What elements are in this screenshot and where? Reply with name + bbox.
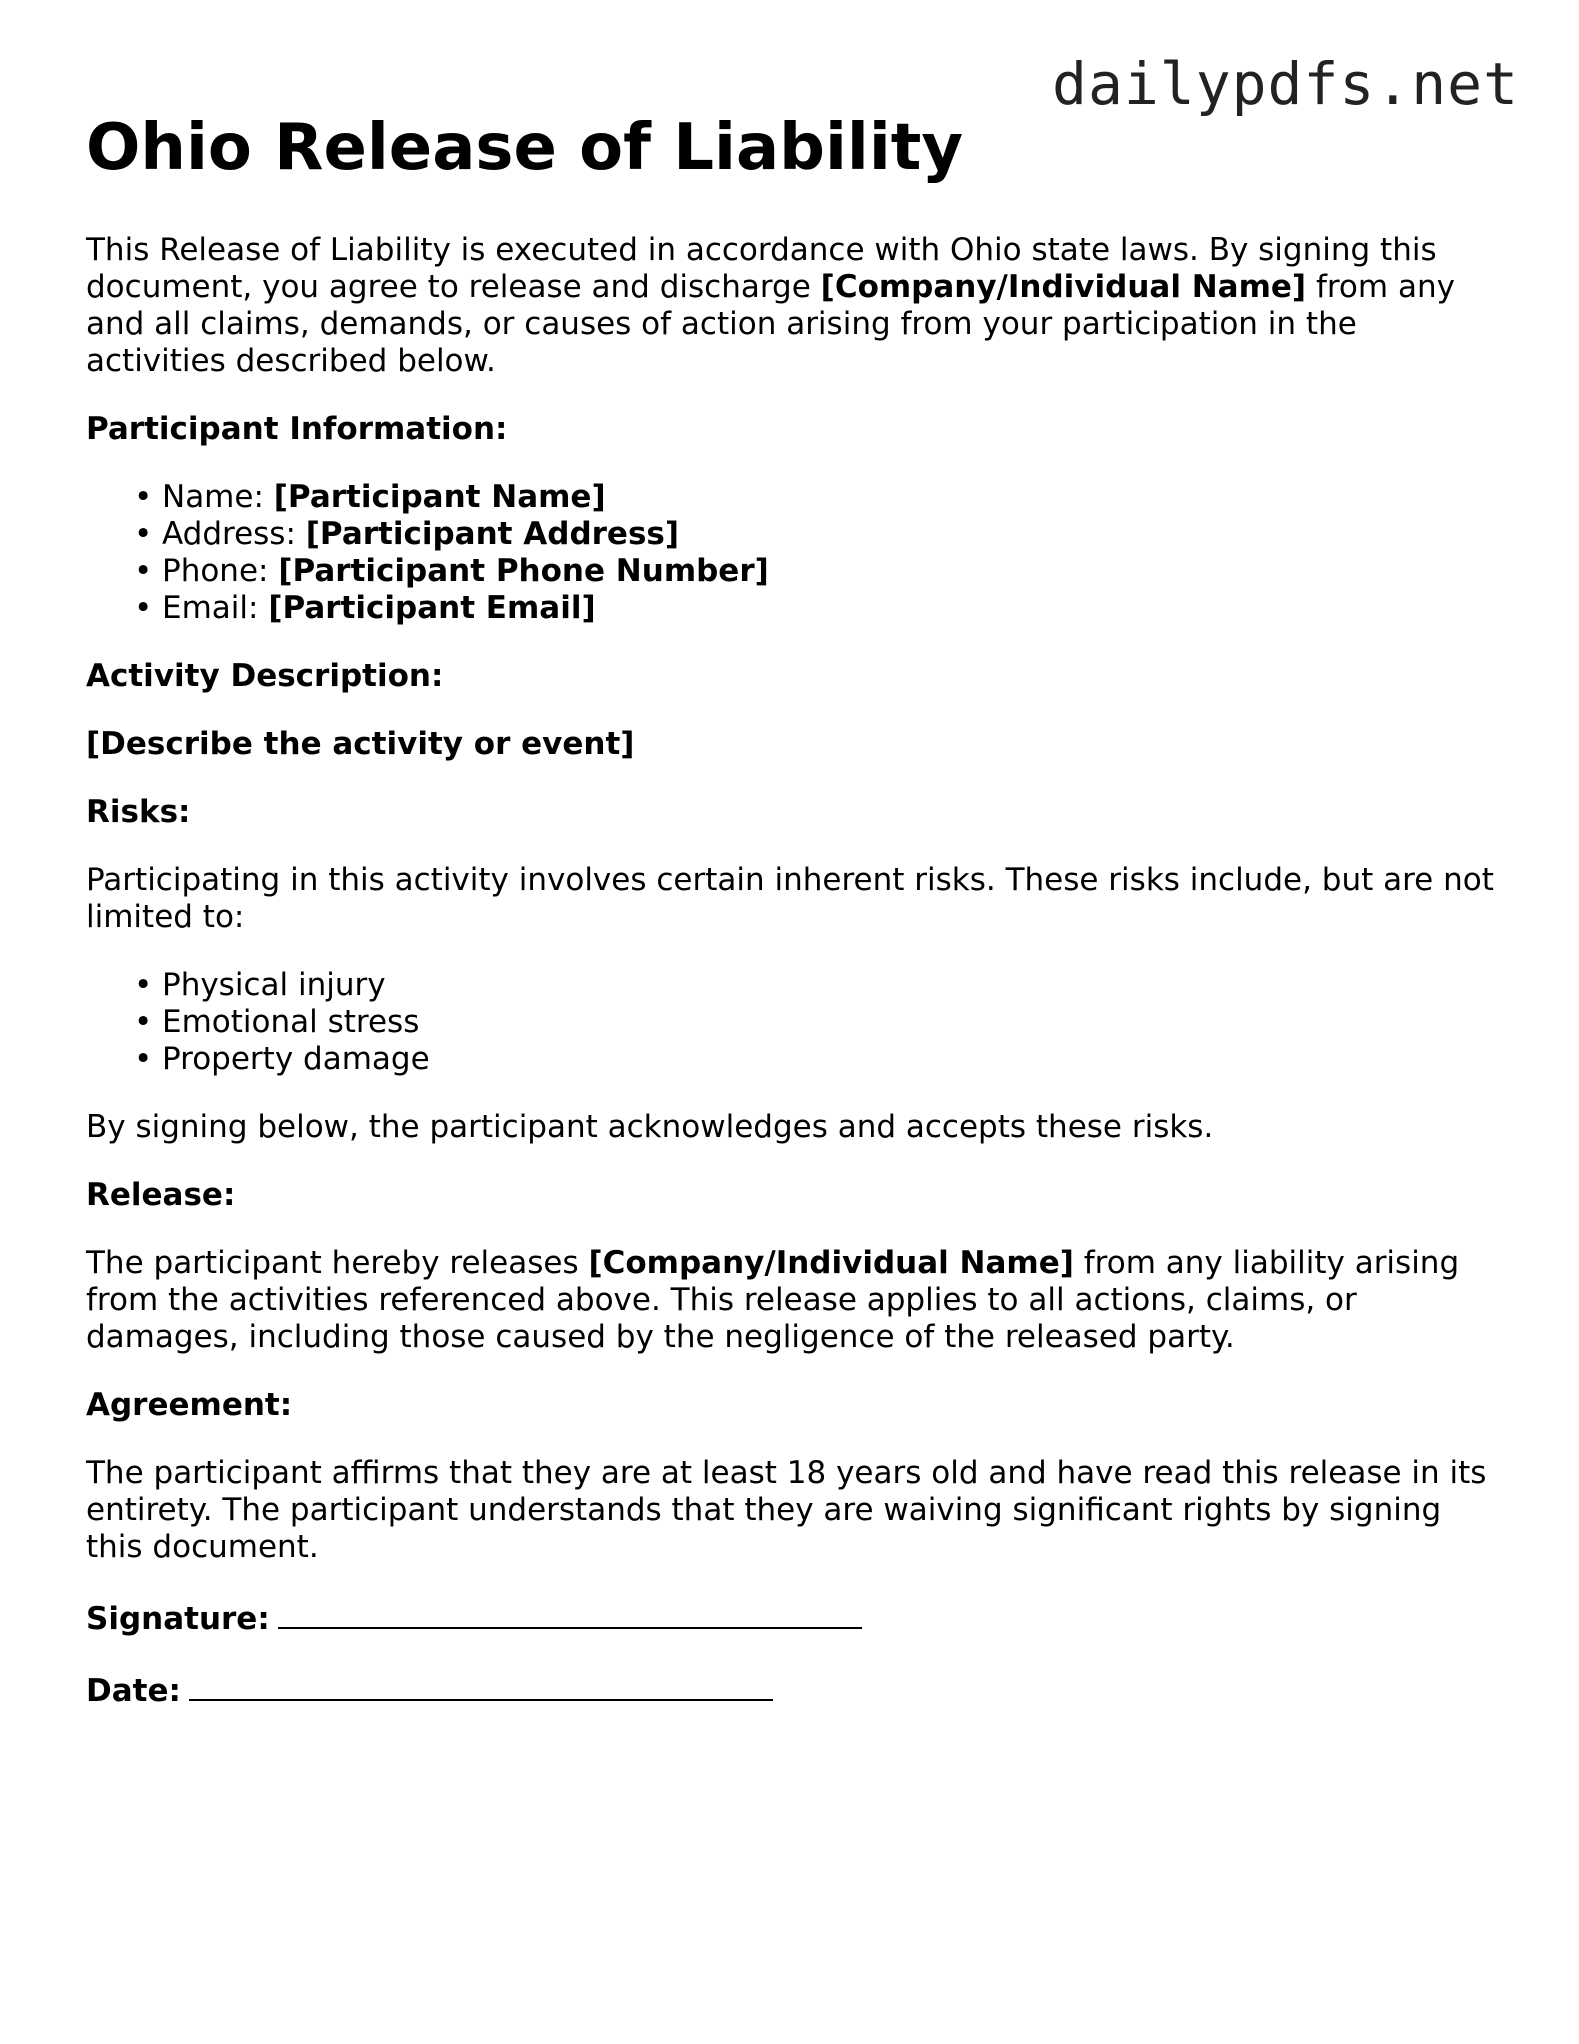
risks-list [86,967,1506,1078]
risks-heading: Risks: [86,794,191,830]
release-text-2: from any liability arising from the activities referenced above. This release applies to all actions, claims, or damages, including those caused by the negligence of the released party. [86,1245,1460,1355]
risk-item [134,1004,1506,1041]
bullet: • [134,479,153,515]
release-paragraph [86,1245,1506,1356]
risks-acknowledgement: By signing below, the participant acknowledges and accepts these risks. [86,1109,1214,1145]
intro-text-2: from any and all claims, demands, or causes of action arising from your participation in the activities described below. [86,269,1455,379]
participant-list [86,479,1506,627]
agreement-heading: Agreement: [86,1387,293,1423]
intro-paragraph [86,232,1506,380]
participant-name-item [134,479,1506,516]
participant-email-value: [Participant Email] [268,590,596,626]
watermark: dailypdfs.net [1052,50,1519,118]
risks-intro: Participating in this activity involves certain inherent risks. These risks include, but are not limited to: [86,862,1494,935]
date-row [86,1669,1506,1710]
risk-item [134,1041,1506,1078]
participant-phone-label: Phone: [162,553,279,589]
participant-name-label: Name: [162,479,274,515]
release-text-1: The participant hereby releases [86,1245,589,1281]
signature-line[interactable] [278,1597,862,1629]
participant-phone-value: [Participant Phone Number] [278,553,769,589]
bullet: • [134,1004,153,1040]
participant-email-item [134,590,1506,627]
date-line[interactable] [189,1669,773,1701]
participant-name-value: [Participant Name] [273,479,606,515]
release-heading: Release: [86,1177,236,1213]
date-label: Date: [86,1673,181,1709]
participant-heading: Participant Information: [86,411,508,447]
participant-phone-item [134,553,1506,590]
participant-address-item [134,516,1506,553]
signature-row [86,1597,1506,1638]
document-page [86,108,1506,1741]
participant-address-value: [Participant Address] [305,516,680,552]
document-title: Ohio Release of Liability [86,111,964,185]
bullet: • [134,1041,153,1077]
intro-text-1: This Release of Liability is executed in accordance with Ohio state laws. By signing this document, you agree to release and discharge [86,232,1437,305]
agreement-paragraph: The participant affirms that they are at least 18 years old and have read this release in its entirety. The participant understands that they are waiving significant rights by signing this document. [86,1455,1487,1565]
risk-item [134,967,1506,1004]
risk-item-text: Property damage [162,1041,430,1077]
bullet: • [134,516,153,552]
intro-company-placeholder: [Company/Individual Name] [820,269,1307,305]
activity-placeholder: [Describe the activity or event] [86,726,635,762]
bullet: • [134,967,153,1003]
participant-email-label: Email: [162,590,269,626]
release-company-placeholder: [Company/Individual Name] [588,1245,1074,1281]
bullet: • [134,590,153,626]
risk-item-text: Emotional stress [162,1004,420,1040]
participant-address-label: Address: [162,516,306,552]
signature-label: Signature: [86,1601,270,1637]
bullet: • [134,553,153,589]
risk-item-text: Physical injury [162,967,386,1003]
activity-heading: Activity Description: [86,658,444,694]
